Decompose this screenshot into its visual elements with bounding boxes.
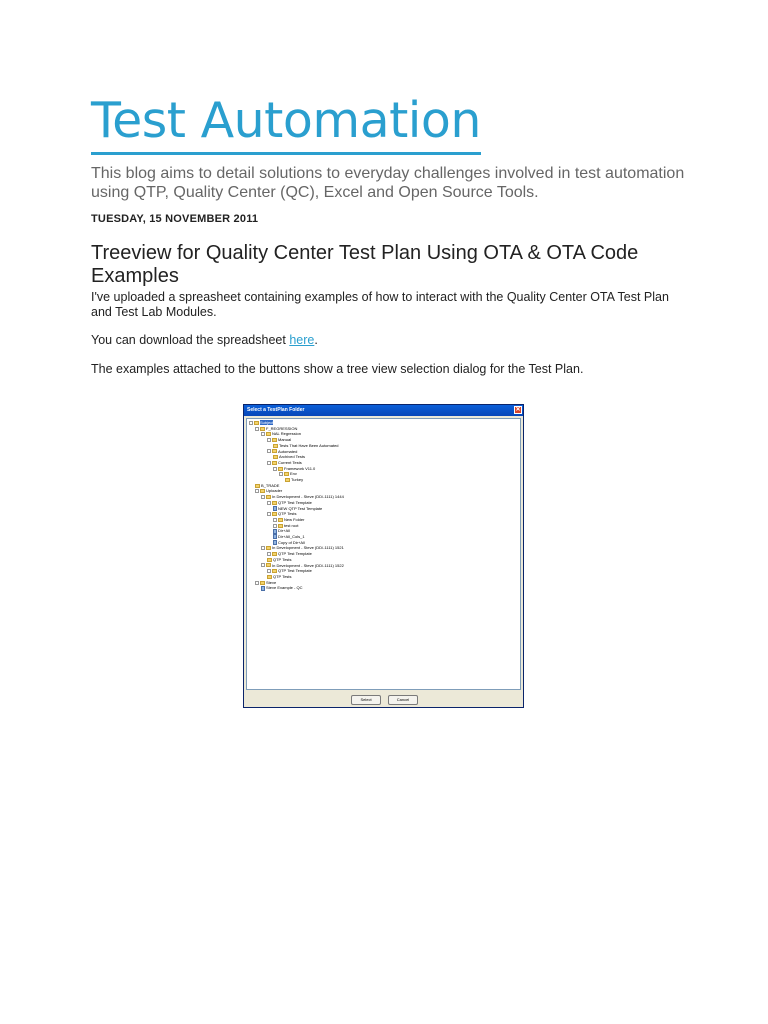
expander-icon — [267, 461, 271, 465]
tree-node-label: F_REGRESSION — [266, 425, 298, 431]
expander-icon — [267, 552, 271, 556]
expander-icon — [261, 432, 265, 436]
folder-icon — [254, 421, 259, 425]
tree-node-label: Tests That Have Been Automated — [279, 442, 339, 448]
tree-node-label: New Folder — [284, 516, 305, 522]
folder-icon — [278, 518, 283, 522]
tree-node-label: Archived Tests — [279, 454, 305, 460]
tree-node-label: QTP Tests — [278, 511, 297, 517]
dialog-titlebar — [244, 405, 523, 416]
tree-node-label: In Development - Steve (DD/-1111) 1521 — [272, 545, 344, 551]
tree-node-label: Dir+All_Cols_1 — [278, 534, 305, 539]
folder-icon — [267, 558, 272, 562]
folder-icon — [267, 575, 272, 579]
post-paragraph-intro: I've uploaded a spreasheet containing examples of how to interact with the Quality Center OTA Test Plan and Test Lab Modules. — [91, 290, 669, 319]
folder-icon — [272, 552, 277, 556]
folder-icon — [272, 512, 277, 516]
expander-icon — [267, 438, 271, 442]
tree-node-label: QTP Tests — [273, 573, 292, 579]
tree-node-label: Dir+All — [278, 528, 290, 534]
expander-icon — [273, 518, 277, 522]
test-icon — [273, 540, 277, 545]
tree-node-label: In Development - Steve (DD/-1111) 1444 — [272, 494, 344, 500]
tree-node-label: QTP Test Template — [278, 551, 312, 557]
tree-node-label: QTP Tests — [273, 556, 292, 562]
download-period: . — [314, 333, 318, 347]
test-icon — [273, 534, 277, 539]
post-title[interactable]: Treeview for Quality Center Test Plan Using OTA & OTA Code Examples — [91, 242, 639, 287]
expander-icon — [267, 512, 271, 516]
folder-icon — [260, 427, 265, 431]
folder-icon — [273, 444, 278, 448]
test-icon — [273, 506, 277, 511]
download-text: You can download the spreadsheet — [91, 333, 290, 347]
download-link[interactable]: here — [289, 333, 315, 347]
expander-icon — [261, 563, 265, 567]
expander-icon — [255, 489, 259, 493]
expander-icon — [273, 467, 277, 471]
folder-icon — [266, 495, 271, 499]
folder-icon — [260, 489, 265, 493]
post-paragraph-download — [91, 333, 691, 348]
folder-icon — [272, 438, 277, 442]
expander-icon — [255, 581, 259, 585]
expander-icon — [267, 449, 271, 453]
test-icon — [261, 586, 265, 591]
close-icon: ✕ — [515, 407, 521, 413]
tree-node-label: Framework V11.0 — [284, 465, 316, 471]
tree-node-label: QTP Test Template — [278, 568, 312, 574]
expander-icon — [255, 427, 259, 431]
tree-node — [261, 585, 302, 591]
tree-node-label: Manual — [278, 437, 292, 443]
folder-tree — [246, 418, 521, 690]
tree-node-label: Subject — [260, 420, 274, 425]
tree-node-label: Automated — [278, 448, 298, 454]
tree-node-label: test root — [284, 522, 299, 528]
folder-icon — [273, 455, 278, 459]
expander-icon — [267, 569, 271, 573]
testplan-folder-dialog-screenshot — [243, 404, 524, 708]
folder-icon — [266, 563, 271, 567]
tree-node-label: QTP Test Template — [278, 499, 312, 505]
folder-icon — [260, 581, 265, 585]
folder-icon — [272, 461, 277, 465]
tree-node-label: Uploader — [266, 488, 283, 494]
tree-node-label: Steve Example - QC — [266, 585, 303, 591]
expander-icon — [261, 546, 265, 550]
tree-node-label: NEW QTP Test Template — [278, 505, 323, 511]
folder-icon — [266, 546, 271, 550]
folder-icon — [255, 484, 260, 488]
blog-description: This blog aims to detail solutions to everyday challenges involved in test automation using QTP, Quality Center (QC), Excel and Open Source Tools. — [91, 165, 685, 201]
post-date: TUESDAY, 15 NOVEMBER 2011 — [91, 213, 259, 225]
folder-icon — [285, 478, 290, 482]
post-paragraph-examples: The examples attached to the buttons show a tree view selection dialog for the Test Plan. — [91, 362, 584, 376]
folder-icon — [272, 569, 277, 573]
folder-icon — [278, 524, 283, 528]
tree-node-label: Steve — [266, 579, 277, 585]
folder-icon — [272, 449, 277, 453]
tree-node-label: Copy of Dir+All — [278, 539, 305, 545]
expander-icon — [279, 472, 283, 476]
expander-icon — [267, 501, 271, 505]
tree-node-label: NAL Regression — [272, 431, 301, 437]
folder-icon — [266, 432, 271, 436]
blog-title[interactable]: Test Automation — [91, 90, 481, 155]
test-icon — [273, 529, 277, 534]
dialog-title: Select a TestPlan Folder — [247, 407, 305, 413]
tree-node-label: Current Tests — [278, 459, 302, 465]
select-button: Select — [351, 695, 381, 705]
tree-node — [285, 477, 303, 483]
folder-icon — [272, 501, 277, 505]
tree-node-label: Turkey — [291, 477, 304, 482]
tree-node-label: In Development - Steve (DD/-1111) 1522 — [272, 562, 344, 568]
tree-node-label: Env — [290, 471, 297, 477]
expander-icon — [261, 495, 265, 499]
cancel-button: Cancel — [388, 695, 418, 705]
folder-icon — [284, 472, 289, 476]
tree-node-label: B_TRADE — [261, 482, 280, 488]
expander-icon — [249, 421, 253, 425]
expander-icon — [273, 524, 277, 528]
folder-icon — [278, 467, 283, 471]
